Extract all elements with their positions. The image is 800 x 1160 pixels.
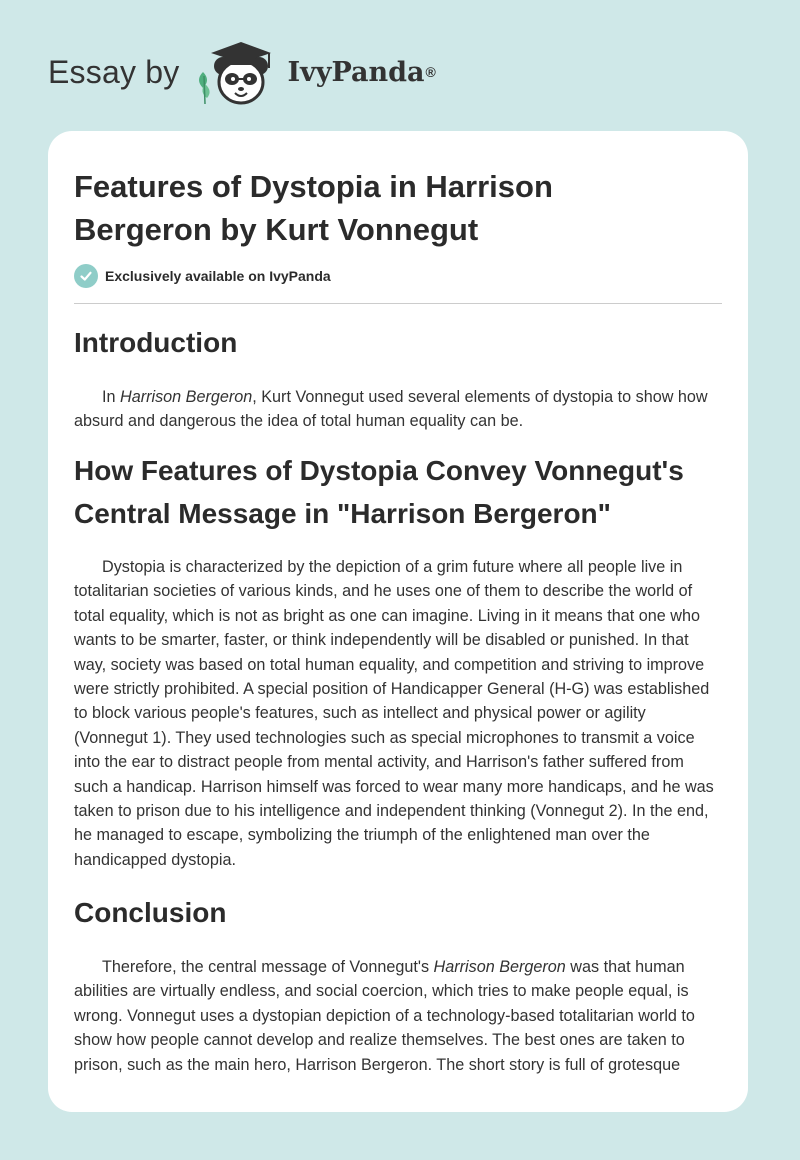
checkmark-icon <box>74 264 98 288</box>
essay-card <box>48 131 748 1112</box>
exclusive-badge-text: Exclusively available on IvyPanda <box>105 268 331 284</box>
section-paragraph-introduction: In Harrison Bergeron, Kurt Vonnegut used several elements of dystopia to show how absurd and dangerous the idea of total human equality can be. <box>74 388 708 431</box>
registered-mark: ® <box>425 64 436 80</box>
brand-name: IvyPanda <box>287 56 425 88</box>
section-heading-introduction: Introduction <box>74 327 238 358</box>
brand-header <box>48 36 436 108</box>
section-heading-features: How Features of Dystopia Convey Vonnegut's Central Message in "Harrison Bergeron" <box>74 455 684 529</box>
essay-title: Features of Dystopia in Harrison Bergeron by Kurt Vonnegut <box>74 169 553 247</box>
title-divider <box>74 303 722 304</box>
brand-prefix: Essay by <box>48 53 180 90</box>
panda-logo-icon <box>193 36 285 108</box>
section-heading-conclusion: Conclusion <box>74 897 227 928</box>
exclusive-badge <box>74 264 331 288</box>
section-paragraph-conclusion: Therefore, the central message of Vonnegut's Harrison Bergeron was that human abilities are virtually endless, and social coercion, which tries to make people equal, is wrong. Vonnegut uses a dystopian depiction of a technology-based totalitarian world to show how people cannot develop and realize themselves. The best ones are taken to prison, such as the main hero, Harrison Bergeron. The short story is full of grotesque <box>74 958 695 1074</box>
section-paragraph-features: Dystopia is characterized by the depiction of a grim future where all people live in totalitarian societies of various kinds, and he uses one of them to describe the world of total equality, which is not as bright as one can imagine. Living in it means that one who wants to be smarter, faster, or think independently will be disabled or punished. In that way, society was based on total human equality, and competition and striving to improve were strictly prohibited. A special position of Handicapper General (H-G) was established to block various people's features, such as intellect and physical power or agility (Vonnegut 1). They used technologies such as special microphones to transmit a voice into the ear to distract people from mental activity, and Harrison's father suffered from such a handicap. Harrison himself was forced to wear many more handicaps, and he was taken to prison due to his intelligence and independent thinking (Vonnegut 2). In the end, he managed to escape, symbolizing the triumph of the enlightened man over the handicapped dystopia. <box>74 558 714 869</box>
